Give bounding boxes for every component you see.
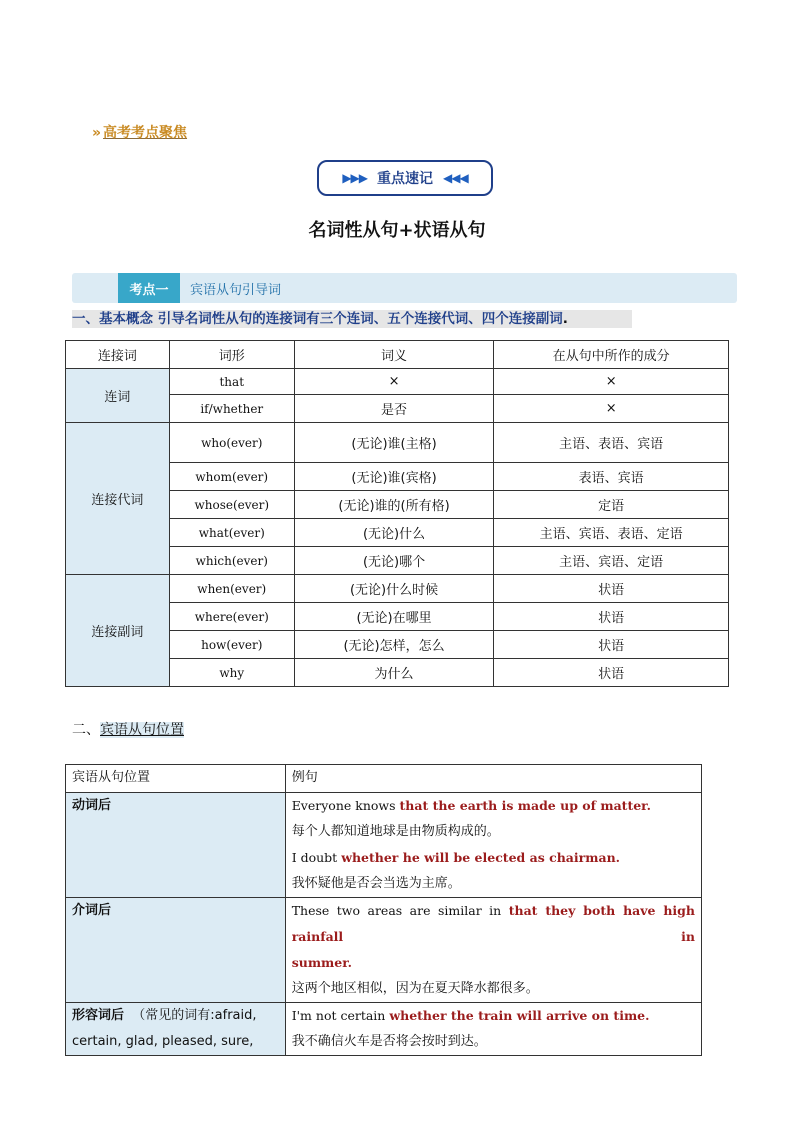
- word-role: 主语、宾语、定语: [494, 547, 729, 575]
- position-note: （常见的词有:afraid,: [132, 1008, 257, 1023]
- word-meaning: (无论)哪个: [294, 547, 494, 575]
- example-plain: I doubt: [291, 850, 342, 865]
- position-label: 动词后: [66, 793, 286, 898]
- table-header: 宾语从句位置: [66, 765, 286, 793]
- word-form: whose(ever): [169, 491, 294, 519]
- word-meaning: 是否: [294, 395, 494, 423]
- position-label: 介词后: [66, 898, 286, 1003]
- word-meaning: (无论)谁(主格): [294, 423, 494, 463]
- word-role: 状语: [494, 631, 729, 659]
- example-plain: I'm not certain: [291, 1008, 390, 1023]
- table-header: 例句: [285, 765, 701, 793]
- page-title: 名词性从句+状语从句: [308, 220, 486, 241]
- example-cell: [285, 898, 701, 1003]
- word-meaning: (无论)怎样，怎么: [294, 631, 494, 659]
- section-header-label: 高考考点聚焦: [103, 125, 188, 141]
- badge-label: 重点速记: [377, 171, 433, 187]
- position-note-cont: certain, glad, pleased, sure,: [72, 1034, 254, 1049]
- word-role: ×: [494, 369, 729, 395]
- word-role: 表语、宾语: [494, 463, 729, 491]
- word-form: where(ever): [169, 603, 294, 631]
- word-form: how(ever): [169, 631, 294, 659]
- section-position-title: 宾语从句位置: [100, 722, 184, 738]
- group-label: 连词: [66, 369, 170, 423]
- section-position-prefix: 二、: [72, 722, 100, 738]
- example-sentence: [292, 898, 695, 950]
- section-basic-concept-text: 一、基本概念 引导名词性从句的连接词有三个连词、五个连接代词、四个连接副词: [72, 311, 563, 327]
- word-meaning: (无论)什么时候: [294, 575, 494, 603]
- section-basic-concept: [72, 310, 632, 328]
- word-meaning: (无论)什么: [294, 519, 494, 547]
- table-header: 连接词: [66, 341, 170, 369]
- key-points-badge: [317, 160, 493, 196]
- example-cell: [285, 793, 701, 898]
- word-form: when(ever): [169, 575, 294, 603]
- example-clause: that they both have high rainfall in: [291, 903, 695, 944]
- topic-title: 宾语从句引导词: [190, 283, 282, 298]
- group-label: 连接副词: [66, 575, 170, 687]
- table-header: 词义: [294, 341, 494, 369]
- section-header-link[interactable]: [92, 122, 187, 142]
- example-sentence: [292, 793, 695, 819]
- word-role: ×: [494, 395, 729, 423]
- word-form: if/whether: [169, 395, 294, 423]
- example-sentence: [292, 1003, 695, 1029]
- right-arrows-icon: ▶▶▶: [342, 171, 367, 185]
- example-clause: whether the train will arrive on time.: [389, 1008, 650, 1023]
- word-role: 状语: [494, 659, 729, 687]
- topic-tag: 考点一: [118, 273, 180, 303]
- word-role: 主语、宾语、表语、定语: [494, 519, 729, 547]
- example-clause: that the earth is made up of matter.: [399, 798, 651, 813]
- table-header: 在从句中所作的成分: [494, 341, 729, 369]
- example-clause: whether he will be elected as chairman.: [341, 850, 621, 865]
- position-table: [65, 764, 702, 1056]
- word-meaning: 为什么: [294, 659, 494, 687]
- word-meaning: (无论)在哪里: [294, 603, 494, 631]
- position-label-cell: [66, 1003, 286, 1056]
- example-clause-cont: summer.: [291, 955, 353, 970]
- section-position: [72, 719, 184, 739]
- example-translation: 我怀疑他是否会当选为主席。: [291, 876, 461, 891]
- word-form: whom(ever): [169, 463, 294, 491]
- example-translation: 每个人都知道地球是由物质构成的。: [291, 824, 500, 839]
- word-form: what(ever): [169, 519, 294, 547]
- word-form: why: [169, 659, 294, 687]
- position-label-line: [72, 1003, 279, 1029]
- example-translation: 这两个地区相似，因为在夏天降水都很多。: [291, 981, 539, 996]
- example-plain: Everyone knows: [291, 798, 400, 813]
- double-chevron-icon: »: [92, 125, 102, 141]
- example-cell: [285, 1003, 701, 1056]
- section-basic-concept-end: .: [562, 311, 568, 327]
- word-role: 定语: [494, 491, 729, 519]
- table-header: 词形: [169, 341, 294, 369]
- example-translation: 我不确信火车是否将会按时到达。: [291, 1034, 487, 1049]
- word-meaning: (无论)谁(宾格): [294, 463, 494, 491]
- group-label: 连接代词: [66, 423, 170, 575]
- word-form: that: [169, 369, 294, 395]
- word-role: 状语: [494, 575, 729, 603]
- example-plain: These two areas are similar in: [291, 903, 509, 918]
- connectives-table: [65, 340, 729, 687]
- position-label: 形容词后: [72, 1008, 125, 1023]
- word-form: which(ever): [169, 547, 294, 575]
- left-arrows-icon: ◀◀◀: [443, 171, 468, 185]
- word-meaning: ×: [294, 369, 494, 395]
- word-role: 主语、表语、宾语: [494, 423, 729, 463]
- word-meaning: (无论)谁的(所有格): [294, 491, 494, 519]
- example-sentence: [292, 845, 695, 871]
- word-role: 状语: [494, 603, 729, 631]
- word-form: who(ever): [169, 423, 294, 463]
